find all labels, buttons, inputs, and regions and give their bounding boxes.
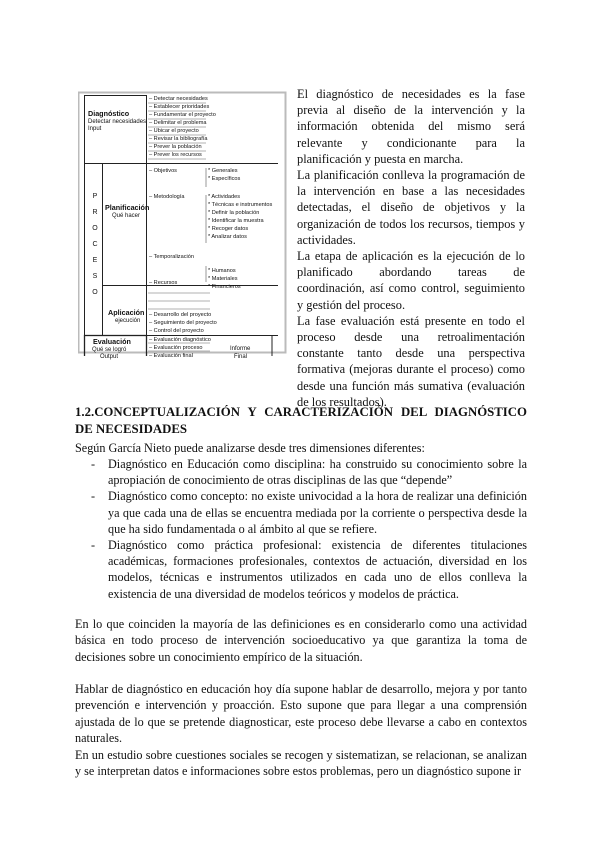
- diagnostico-item: – Ubicar el proyecto: [149, 128, 199, 134]
- figure-description-column: [297, 86, 525, 410]
- diagnostico-item: – Establecer prioridades: [149, 104, 210, 110]
- diagnostico-sub2: Input: [88, 126, 102, 132]
- evaluacion-sub1: Qué se logró: [92, 347, 127, 353]
- metodologia-item: * Recoger datos: [208, 226, 249, 232]
- temporalizacion-label: – Temporalización: [149, 254, 194, 260]
- metodologia-item: * Identificar la muestra: [208, 218, 264, 224]
- evaluacion-title: Evaluación: [93, 337, 131, 346]
- list-dash: -: [91, 489, 96, 504]
- diagnostico-item: – Fundamentar el proyecto: [149, 112, 216, 118]
- aplicacion-title: Aplicación: [108, 308, 145, 317]
- proceso-letter: P: [92, 193, 98, 200]
- evaluacion-sub2: Output: [100, 354, 119, 360]
- final-label: Final: [234, 354, 248, 360]
- aplicacion-item: – Desarrollo del proyecto: [149, 312, 212, 318]
- proceso-vertical-label: [90, 189, 100, 301]
- proceso-letter: E: [92, 257, 98, 264]
- diagnostico-item: – Prever los recursos: [149, 152, 202, 158]
- evaluacion-item: – Evaluación diagnóstico: [149, 337, 211, 343]
- proceso-letter: O: [92, 289, 98, 296]
- metodologia-label: – Metodología: [149, 194, 185, 200]
- list-item-text: Diagnóstico en Educación como disciplina: ha construido su conocimiento sobre la apropiación de conocimiento de otras disciplinas de las que “depende”: [108, 457, 527, 488]
- evaluacion-item: – Evaluación final: [149, 353, 193, 359]
- recursos-item: * Materiales: [208, 276, 238, 282]
- paragraph: La fase evaluación está presente en todo el proceso desde una retroalimentación constante tanto desde una perspectiva formativa (mejoras durante el proceso) como desde una función más sumativa (evaluación de los resultados).: [297, 313, 525, 409]
- paragraph: En lo que coinciden la mayoría de las definiciones es en considerarlo como una actividad básica en todo proceso de intervención socioeducativo ya que garantiza la toma de decisiones sobre un conocimiento empírico de la situación.: [75, 617, 527, 664]
- metodologia-item: * Definir la población: [208, 210, 260, 216]
- list-item-text: Diagnóstico como concepto: no existe univocidad a la hora de realizar una definición ya que cada una de ellas se encuentra mediada por la corriente o perspectiva desde la que ha sido fundamentada o al ámbito al que se refiere.: [108, 489, 527, 536]
- objetivos-label: – Objetivos: [149, 168, 177, 174]
- list-dash: -: [91, 538, 96, 553]
- list-dash: -: [91, 457, 96, 471]
- paragraph: En un estudio sobre cuestiones sociales se recogen y sistematizan, se relacionan, se analizan y se interpretan datos e informaciones sobre estos problemas, pero un diagnóstico supone ir: [75, 748, 527, 779]
- list-item: [75, 456, 527, 488]
- proceso-letter: O: [92, 225, 98, 232]
- recursos-item: * Humanos: [208, 268, 236, 274]
- informe-label: Informe: [230, 346, 251, 352]
- metodologia-item: * Actividades: [208, 194, 241, 200]
- paragraph: La planificación conlleva la programación de la intervención en base a las necesidades detectadas, el diseño de objetivos y la organización de todos los recursos, tiempos y actividades.: [297, 168, 525, 247]
- metodologia-item: * Técnicas e instrumentos: [208, 202, 273, 208]
- objetivos-item: * Generales: [208, 168, 238, 174]
- list-item-text: Diagnóstico como práctica profesional: existencia de diferentes titulaciones académicas, formaciones profesionales, contextos de actuación, diversidad en los modelos, técnicas e instrumentos utilizados en cada uno de ellos conlleva la existencia de una diversidad de modelos teóricos y modelos de práctica.: [108, 538, 527, 601]
- paragraph: La etapa de aplicación es la ejecución de lo planificado abordando tareas de coordinación, así como control, seguimiento y gestión del proceso.: [297, 249, 525, 312]
- metodologia-item: * Analizar datos: [208, 234, 247, 240]
- section-heading: 1.2.CONCEPTUALIZACIÓN Y CARACTERIZACIÓN DEL DIAGNÓSTICO DE NECESIDADES: [75, 405, 527, 436]
- recursos-label: – Recursos: [149, 280, 178, 286]
- proceso-letter: C: [92, 241, 98, 248]
- diagnostico-item: – Detectar necesidades: [149, 96, 208, 102]
- diagnostico-title: Diagnóstico: [88, 109, 130, 118]
- process-diagram: [78, 88, 290, 360]
- diagnostico-sub1: Detectar necesidades: [88, 119, 147, 125]
- diagnostico-item: – Prever la población: [149, 144, 202, 150]
- diagnostico-item: – Delimitar el problema: [149, 120, 207, 126]
- planificacion-sub: Qué hacer: [112, 213, 141, 219]
- objetivos-item: * Específicos: [208, 176, 241, 182]
- list-item: [75, 488, 527, 537]
- dimensions-list: [75, 456, 527, 602]
- aplicacion-item: – Seguimiento del proyecto: [149, 320, 217, 326]
- planificacion-title: Planificación: [105, 203, 150, 212]
- evaluacion-item: – Evaluación proceso: [149, 345, 203, 351]
- paragraph: El diagnóstico de necesidades es la fase previa al diseño de la intervención y la información obtenida del mismo será relevante y condicionante para la planificación y puesta en marcha.: [297, 87, 525, 166]
- recursos-item: * Financieros: [208, 284, 241, 290]
- proceso-letter: R: [92, 209, 98, 216]
- paragraph: Hablar de diagnóstico en educación hoy día supone hablar de desarrollo, mejora y por tanto prevención e intervención y proacción. Esto supone que para llegar a una comprensión ajustada de lo que se pretende diagnosticar, este proceso debe llevarse a cabo en contextos naturales.: [75, 682, 527, 745]
- diagnostico-item: – Revisar la bibliografía: [149, 136, 208, 142]
- aplicacion-sub: ejecución: [115, 318, 141, 324]
- aplicacion-item: – Control del proyecto: [149, 328, 204, 334]
- list-item: [75, 537, 527, 602]
- proceso-letter: S: [92, 273, 98, 280]
- lead-text: Según García Nieto puede analizarse desde tres dimensiones diferentes:: [75, 441, 425, 455]
